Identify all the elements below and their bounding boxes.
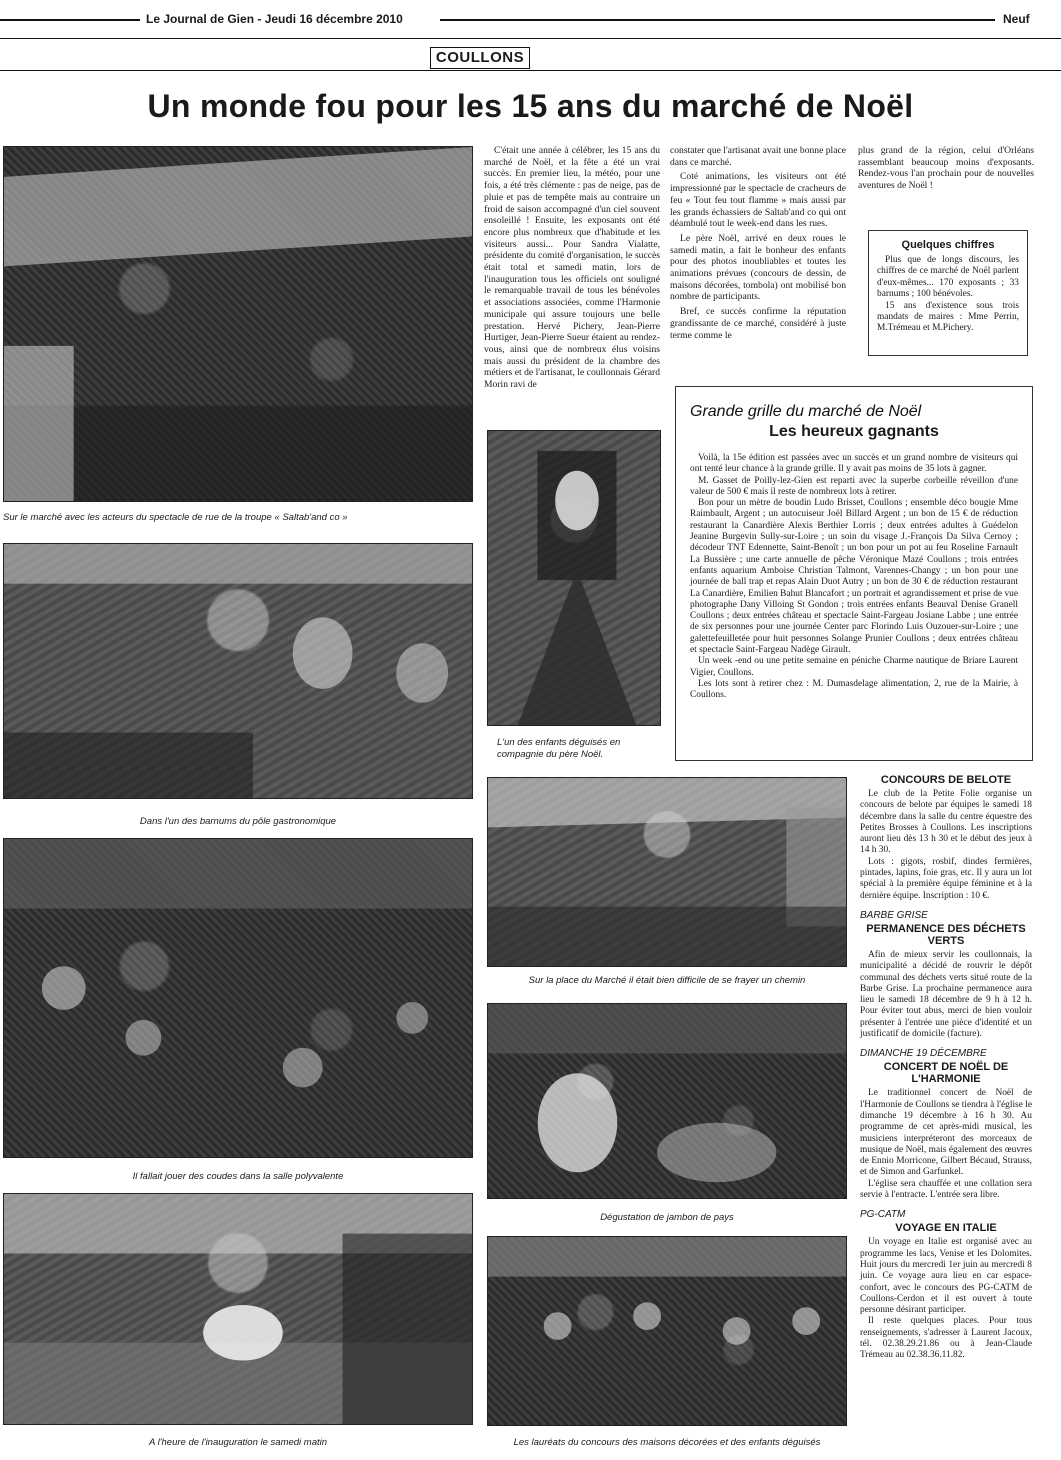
header-rule-under <box>0 38 1061 39</box>
header-rule-right <box>440 19 995 21</box>
brief-title: VOYAGE EN ITALIE <box>895 1222 997 1235</box>
winners-paragraph: M. Gasset de Poilly-lez-Gien est reparti avec la superbe corbeille réveillon d'une valeur de 500 € mais il reste de nombreux lots à retirer. <box>690 475 1018 497</box>
winners-paragraph: Bon pour un mètre de boudin Ludo Brisset, Coullons ; ensemble déco bougie Mme Raimbault, Argent ; un autocuiseur Joël Billard Argent ; un bon de 15 € de réduction restaurant la Canardière Alexis Berthier Lorris ; deux entrées adultes à Guédelon Jeanine Burgevin Sully-sur-Loire ; un soin du visage J.-François Da Silva Cernoy ; décodeur TNT Edennette, Saint-Benoît ; un bon pour un pot au feu Roseline Farnault La Bussière ; une carte annuelle de pêche Véronique Mazé Coullons ; trois entrées enfants aquarium Amboise Christian Talmont, Varennes-Changy ; un bon pour une journée de ball trap et repas Alain Duot Autry ; un bon de 30 € de réduction restaurant La Canardière, Emilien Bahut Blancafort ; un portrait et agrandissement et prise de vue photographe Dany Villoing St Gondon ; trois entrées enfants Beauval Denise Granell Coullons ; deux entrées château et spectacle Saint-Fargeau Josiane Labbe ; une entrée de six personnes pour une journée Center parc Florindo Luis Ouzouer-sur-Loire ; une galettefeuilletée pour huit personnes Solange Prunier Coullons ; deux entrées château et spectacle Saint-Fargeau Nadège Girault. <box>690 498 1018 656</box>
winners-box <box>675 386 1033 761</box>
brief-title: PERMANENCE DES DÉCHETS VERTS <box>866 922 1026 947</box>
caption-santa-child: L'un des enfants déguisés en compagnie du père Noël. <box>497 737 621 760</box>
brief-text <box>860 789 1032 902</box>
brief-paragraph: L'église sera chauffée et une collation sera servie à l'entracte. L'entrée sera libre. <box>860 1178 1032 1201</box>
brief-paragraph: Afin de mieux servir les coullonnais, la municipalité a décidé de rouvrir le dépôt communal des déchets verts situé route de la Barbe Grise. La prochaine permanence aura lieu le samedi 18 décembre de 9 h à 12 h. Pour éviter tout abus, merci de bien vouloir présenter à l'entrée une pièce d'identité et un justificatif de domicile (facture). <box>860 949 1032 1040</box>
article-paragraph: constater que l'artisanat avait une bonne place dans ce marché. <box>670 145 846 168</box>
photo-ham-tasting <box>487 1003 847 1199</box>
article-column-2 <box>670 145 846 344</box>
brief-text <box>860 1237 1032 1361</box>
brief-title: CONCERT DE NOËL DE L'HARMONIE <box>883 1061 1009 1086</box>
photo-crowded-hall <box>3 838 473 1158</box>
brief-paragraph: Un voyage en Italie est organisé avec au programme les lacs, Venise et les Dolomites. Huit jours du mercredi 1er juin au mercredi 8 juin. Ce voyage aura lieu en car espace-confort, avec le concours des PG-CATM de Coullons-Cerdon et il est ouvert à toute personne désirant participer. <box>860 1237 1032 1316</box>
brief-title: CONCOURS DE BELOTE <box>880 774 1012 786</box>
winners-paragraph: Les lots sont à retirer chez : M. Dumasdelage alimentation, 2, rue de la Mairie, à Coullons. <box>690 678 1018 701</box>
brief-paragraph: Le club de la Petite Folie organise un concours de belote par équipes le samedi 18 décembre dans la salle du centre équestre des Petites Brosses à Coullons. Les inscriptions auront lieu dès 13 h 30 et le début des jeux à 14 h 30. <box>860 789 1032 856</box>
figures-box-text <box>877 255 1019 335</box>
section-rule <box>0 70 1061 71</box>
caption-crowded-hall: Il fallait jouer des coudes dans la salle polyvalente <box>132 1171 344 1182</box>
article-column-3 <box>858 145 1034 195</box>
caption-prize-winners: Les lauréats du concours des maisons décorées et des enfants déguisés <box>513 1437 821 1448</box>
photo-inauguration <box>3 1193 473 1425</box>
winners-text <box>690 453 1018 702</box>
figures-box <box>868 230 1028 356</box>
figures-paragraph: Plus que de longs discours, les chiffres de ce marché de Noël parlent d'eux-mêmes... 170 exposants ; 33 barnums ; 100 bénévoles. <box>877 255 1019 300</box>
winners-title: Les heureux gagnants <box>769 423 939 440</box>
photo-prize-winners <box>487 1236 847 1426</box>
winners-paragraph: Un week -end ou une petite semaine en péniche Charme nautique de Briare Laurent Vigier, Coullons. <box>690 656 1018 678</box>
brief-category: DIMANCHE 19 DÉCEMBRE <box>860 1048 987 1060</box>
caption-street-performers: Sur le marché avec les acteurs du spectacle de rue de la troupe « Saltab'and co » <box>3 512 348 523</box>
article-paragraph: Bref, ce succès confirme la réputation grandissante de ce marché, considéré à juste terme comme le <box>670 306 846 341</box>
brief-category: PG-CATM <box>860 1209 906 1221</box>
brief-category: BARBE GRISE <box>860 909 928 921</box>
photo-food-tent <box>3 543 473 799</box>
figures-box-title: Quelques chiffres <box>901 239 995 251</box>
article-paragraph: Le père Noël, arrivé en deux roues le samedi matin, a fait le bonheur des enfants pour des photos inoubliables et toutes les animations prévues (concours de dessin, de maisons décorées, tombola) ont mobilisé bon nombre de participants. <box>670 232 846 303</box>
photo-market-square <box>487 777 847 967</box>
brief-paragraph: Le traditionnel concert de Noël de l'Harmonie de Coullons se tiendra à l'église le dimanche 19 décembre à 16 h 30. Au programme de cet après-midi musical, les musiciens interpréteront des morceaux de musique de Noël, mais également des œuvres de Ennio Morricone, Gilbert Bécaud, Strauss, et de Simon and Garfunkel. <box>860 1088 1032 1178</box>
header-rule-left <box>0 19 140 21</box>
caption-food-tent: Dans l'un des barnums du pôle gastronomique <box>139 816 337 827</box>
publication-line: Le Journal de Gien - Jeudi 16 décembre 2010 <box>146 12 403 26</box>
brief-paragraph: Il reste quelques places. Pour tous renseignements, s'adresser à Laurent Jacoux, tél. 02.38.29.21.86 ou à Jean-Claude Trémeau au 02.38.36.11.82. <box>860 1316 1032 1361</box>
brief-belote <box>860 774 1032 902</box>
headline: Un monde fou pour les 15 ans du marché de Noël <box>147 88 914 124</box>
article-column-1 <box>484 145 660 394</box>
brief-concert <box>860 1048 1032 1201</box>
section-label: COULLONS <box>430 47 530 69</box>
brief-paragraph: Lots : gigots, rosbif, dindes fermières, pintades, lapins, foie gras, etc. Il y aura un lot spécial à la première équipe féminine et à la dernière équipe. Inscription : 10 €. <box>860 856 1032 901</box>
caption-market-square: Sur la place du Marché il était bien difficile de se frayer un chemin <box>528 975 806 986</box>
brief-text <box>860 1088 1032 1201</box>
figures-paragraph: 15 ans d'existence sous trois mandats de maires : Mme Perrin, M.Trémeau et M.Pichery. <box>877 300 1019 334</box>
caption-ham-tasting: Dégustation de jambon de pays <box>600 1212 734 1223</box>
brief-text <box>860 950 1032 1040</box>
caption-inauguration: A l'heure de l'inauguration le samedi matin <box>148 1437 328 1448</box>
page-number: Neuf <box>1003 12 1030 26</box>
article-paragraph: Coté animations, les visiteurs ont été impressionné par le spectacle de cracheurs de feu « Tout feu tout flamme » mais aussi par les grands échassiers de Saltab'and co qui ont déambulé tout le week-end dans les rues. <box>670 171 846 230</box>
winners-kicker: Grande grille du marché de Noël <box>690 403 922 420</box>
photo-street-performers <box>3 146 473 502</box>
brief-voyage <box>860 1209 1032 1361</box>
briefs-column <box>860 772 1032 1370</box>
article-paragraph: plus grand de la région, celui d'Orléans rassemblant beaucoup moins d'exposants. Rendez-vous l'an prochain pour de nouvelles aventures de Noël ! <box>858 145 1034 192</box>
photo-santa-child <box>487 430 661 726</box>
brief-dechets <box>860 910 1032 1040</box>
winners-paragraph: Voilà, la 15e édition est passées avec un succès et un grand nombre de visiteurs qui ont tenté leur chance à la grande grille. Il y avait pas moins de 35 lots à gagner. <box>690 453 1018 475</box>
article-paragraph: C'était une année à célébrer, les 15 ans du marché de Noël, et la fête a été un vrai succès. En premier lieu, la météo, pour une fois, a été très clémente : pas de neige, pas de pluie et pas de tempête mais au contraire un froid de saison accompagné d'un ciel souvent ensoleillé ! Ensuite, les exposants ont été encore plus nombreux que d'habitude et les visiteurs aussi... Pour Sandra Vialatte, présidente du comité d'organisation, le succès était total et samedi matin, lors de l'inauguration tous les officiels ont souligné le remarquable travail de tous les bénévoles et associations associées, comme l'Harmonie municipale qui assure toujours une belle prestation. Hervé Pichery, Jean-Pierre Hurtiger, Jean-Pierre Sueur étaient au rendez-vous, ainsi que de nombreux élus voisins mais aussi du président de la chambre des métiers et de l'artisanat, le coullonnais Gérard Morin ravi de <box>484 145 660 391</box>
